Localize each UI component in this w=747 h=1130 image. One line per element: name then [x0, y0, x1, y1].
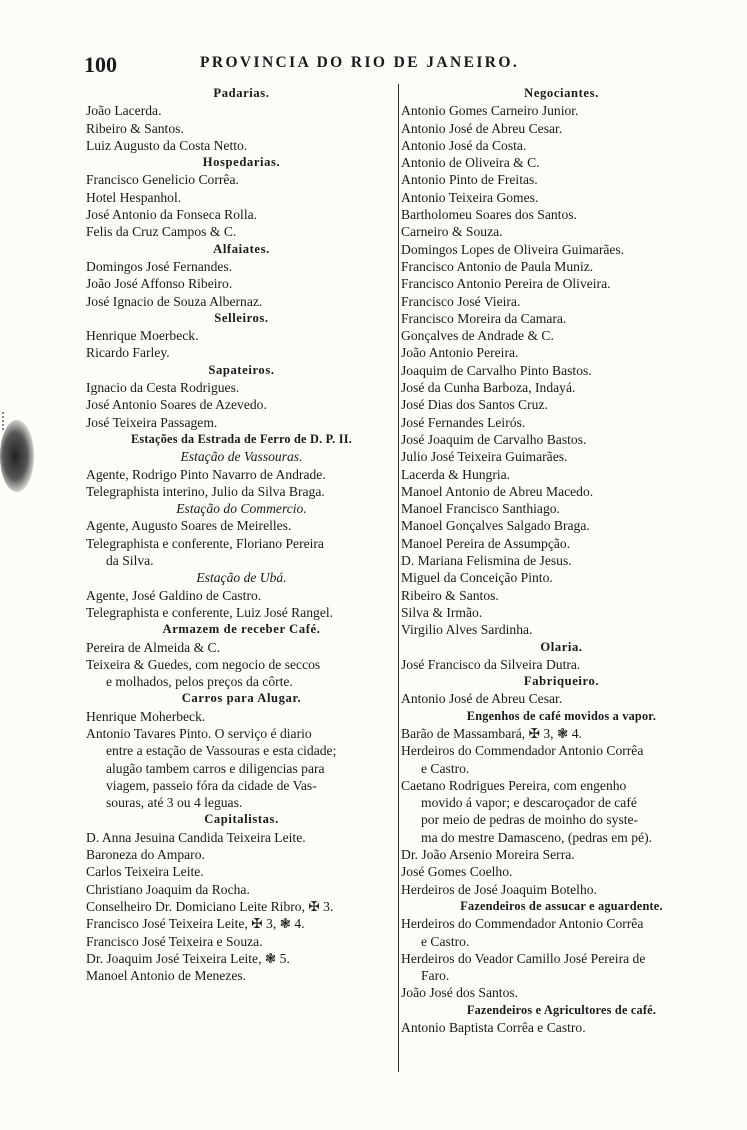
list-item: Telegraphista e conferente, Luiz José Rangel. [86, 604, 334, 620]
list-item: Joaquim de Carvalho Pinto Bastos. [401, 362, 592, 378]
section-heading: Alfaiates. [213, 241, 270, 256]
list-item: José Antonio da Fonseca Rolla. [86, 207, 258, 223]
list-item-continuation: viagem, passeio fóra da cidade de Vas- [106, 777, 317, 793]
list-item: Agente, José Galdino de Castro. [86, 587, 262, 603]
list-item: D. Mariana Felismina de Jesus. [401, 553, 572, 569]
list-item: Henrique Moherbeck. [86, 708, 206, 724]
list-item: Antonio Tavares Pinto. O serviço é diario [86, 725, 312, 741]
subsection-heading: Estação do Commercio. [176, 501, 307, 517]
list-item: Silva & Irmão. [401, 604, 483, 620]
list-item: Francisco José Vieira. [401, 293, 521, 309]
section-heading: Olaria. [540, 639, 583, 654]
list-item-continuation: por meio de pedras de moinho do syste- [421, 812, 639, 828]
list-item: Teixeira & Guedes, com negocio de seccos [86, 656, 321, 672]
subsection-heading: Estação de Ubá. [196, 570, 287, 586]
section-heading: Fabriqueiro. [523, 674, 600, 689]
list-item-continuation: souras, até 3 ou 4 leguas. [106, 795, 243, 811]
list-item: João José dos Santos. [401, 985, 519, 1001]
list-item: João Lacerda. [86, 103, 162, 119]
list-item: Henrique Moerbeck. [86, 328, 199, 344]
section-heading: Fazendeiros de assucar e aguardente. [460, 898, 663, 913]
list-item: José da Cunha Barboza, Indayá. [401, 380, 576, 396]
list-item: Felis da Cruz Campos & C. [86, 224, 237, 240]
section-heading: Sapateiros. [208, 362, 275, 377]
right-column [399, 85, 724, 1036]
list-item-continuation: entre a estação de Vassouras e esta cidade; [106, 743, 337, 759]
list-item: D. Anna Jesuina Candida Teixeira Leite. [86, 829, 306, 845]
section-heading: Armazem de receber Café. [162, 622, 321, 637]
list-item: Hotel Hespanhol. [86, 189, 182, 205]
section-heading: Hospedarias. [202, 155, 281, 170]
page-edge-marks [2, 412, 18, 430]
section-heading: Carros para Alugar. [181, 691, 302, 706]
list-item: José Gomes Coelho. [401, 864, 513, 880]
list-item: Francisco Antonio de Paula Muniz. [401, 258, 594, 274]
list-item: José Teixeira Passagem. [86, 414, 218, 430]
left-column [84, 85, 399, 984]
list-item: Lacerda & Hungria. [401, 466, 511, 482]
list-item: Ribeiro & Santos. [401, 587, 499, 603]
list-item: Agente, Augusto Soares de Meirelles. [86, 518, 292, 534]
list-item: Dr. Joaquim José Teixeira Leite, ❃ 5. [86, 950, 290, 966]
section-heading: Negociantes. [524, 86, 599, 100]
section-heading: Padarias. [213, 86, 270, 100]
list-item-continuation: e Castro. [421, 933, 470, 949]
list-item: Dr. João Arsenio Moreira Serra. [401, 847, 575, 863]
list-item: Conselheiro Dr. Domiciano Leite Ribro, ✠ 3. [86, 898, 334, 914]
list-item: Carneiro & Souza. [401, 224, 503, 240]
list-item: Ribeiro & Santos. [86, 120, 184, 136]
list-item: Antonio José de Abreu Cesar. [401, 691, 563, 707]
list-item: Barão de Massambará, ✠ 3, ❃ 4. [401, 725, 582, 741]
list-item: João Antonio Pereira. [401, 345, 519, 361]
list-item: Francisco Moreira da Camara. [401, 310, 567, 326]
list-item: Francisco Antonio Pereira de Oliveira. [401, 276, 611, 292]
list-item: Luiz Augusto da Costa Netto. [86, 137, 248, 153]
list-item: Antonio Baptista Corrêa e Castro. [401, 1020, 586, 1036]
list-item-continuation: movido á vapor; e descaroçador de café [421, 795, 637, 811]
page-number: 100 [84, 52, 117, 77]
list-item: Telegraphista e conferente, Floriano Pereira [86, 535, 324, 551]
section-heading: Capitalistas. [204, 812, 279, 827]
list-item: Manoel Gonçalves Salgado Braga. [401, 518, 590, 534]
list-item: Gonçalves de Andrade & C. [401, 328, 554, 344]
list-item: Miguel da Conceição Pinto. [401, 570, 553, 586]
list-item: Bartholomeu Soares dos Santos. [401, 207, 577, 223]
section-heading: Engenhos de café movidos a vapor. [466, 708, 657, 723]
list-item-continuation: e molhados, pelos preços da côrte. [106, 674, 293, 690]
list-item: José Antonio Soares de Azevedo. [86, 397, 267, 413]
list-item: Baroneza do Amparo. [86, 847, 205, 863]
list-item: Domingos Lopes de Oliveira Guimarães. [401, 241, 625, 257]
list-item: Herdeiros do Veador Camillo José Pereira de [401, 950, 646, 966]
list-item-continuation: Faro. [421, 968, 450, 984]
list-item: Antonio José de Abreu Cesar. [401, 120, 563, 136]
list-item: Francisco Genelicio Corrêa. [86, 172, 239, 188]
list-item: Telegraphista interino, Julio da Silva Braga. [86, 483, 325, 499]
list-item: Manoel Francisco Santhiago. [401, 501, 560, 517]
list-item: Antonio de Oliveira & C. [401, 155, 540, 171]
list-item: Antonio Gomes Carneiro Junior. [401, 103, 579, 119]
list-item: João José Affonso Ribeiro. [86, 276, 233, 292]
list-item: Antonio Teixeira Gomes. [401, 189, 539, 205]
list-item: José Dias dos Santos Cruz. [401, 397, 548, 413]
list-item: Ignacio da Cesta Rodrigues. [86, 380, 240, 396]
list-item: Herdeiros do Commendador Antonio Corrêa [401, 916, 644, 932]
list-item-continuation: e Castro. [421, 760, 470, 776]
list-item-continuation: ma do mestre Damasceno, (pedras em pé). [421, 829, 653, 845]
section-heading: Estações da Estrada de Ferro de D. P. II. [131, 431, 352, 446]
list-item: Carlos Teixeira Leite. [86, 864, 204, 880]
list-item: José Joaquim de Carvalho Bastos. [401, 431, 587, 447]
list-item: Agente, Rodrigo Pinto Navarro de Andrade. [86, 466, 326, 482]
subsection-heading: Estação de Vassouras. [180, 449, 303, 465]
list-item: Christiano Joaquim da Rocha. [86, 881, 250, 897]
list-item: Antonio Pinto de Freitas. [401, 172, 538, 188]
list-item: José Francisco da Silveira Dutra. [401, 656, 581, 672]
page-edge-smudge [0, 420, 34, 492]
list-item: Domingos José Fernandes. [86, 258, 233, 274]
list-item: Manoel Antonio de Menezes. [86, 968, 247, 984]
running-head-title: PROVINCIA DO RIO DE JANEIRO. [200, 54, 520, 71]
list-item: Herdeiros de José Joaquim Botelho. [401, 881, 597, 897]
list-item: Manoel Pereira de Assumpção. [401, 535, 571, 551]
list-item-continuation: da Silva. [106, 553, 154, 569]
list-item-continuation: alugão tambem carros e diligencias para [106, 760, 325, 776]
list-item: Caetano Rodrigues Pereira, com engenho [401, 777, 627, 793]
section-heading: Selleiros. [214, 310, 269, 325]
list-item: Herdeiros do Commendador Antonio Corrêa [401, 743, 644, 759]
list-item: Francisco José Teixeira Leite, ✠ 3, ❃ 4. [86, 916, 305, 932]
list-item: Julio José Teixeira Guimarães. [401, 449, 568, 465]
list-item: Pereira de Almeida & C. [86, 639, 221, 655]
section-heading: Fazendeiros e Agricultores de café. [466, 1002, 657, 1017]
list-item: Ricardo Farley. [86, 345, 170, 361]
list-item: José Ignacio de Souza Albernaz. [86, 293, 263, 309]
list-item: Francisco José Teixeira e Souza. [86, 933, 263, 949]
list-item: José Fernandes Leirós. [401, 414, 526, 430]
list-item: Virgilio Alves Sardinha. [401, 622, 533, 638]
list-item: Manoel Antonio de Abreu Macedo. [401, 483, 594, 499]
list-item: Antonio José da Costa. [401, 137, 527, 153]
